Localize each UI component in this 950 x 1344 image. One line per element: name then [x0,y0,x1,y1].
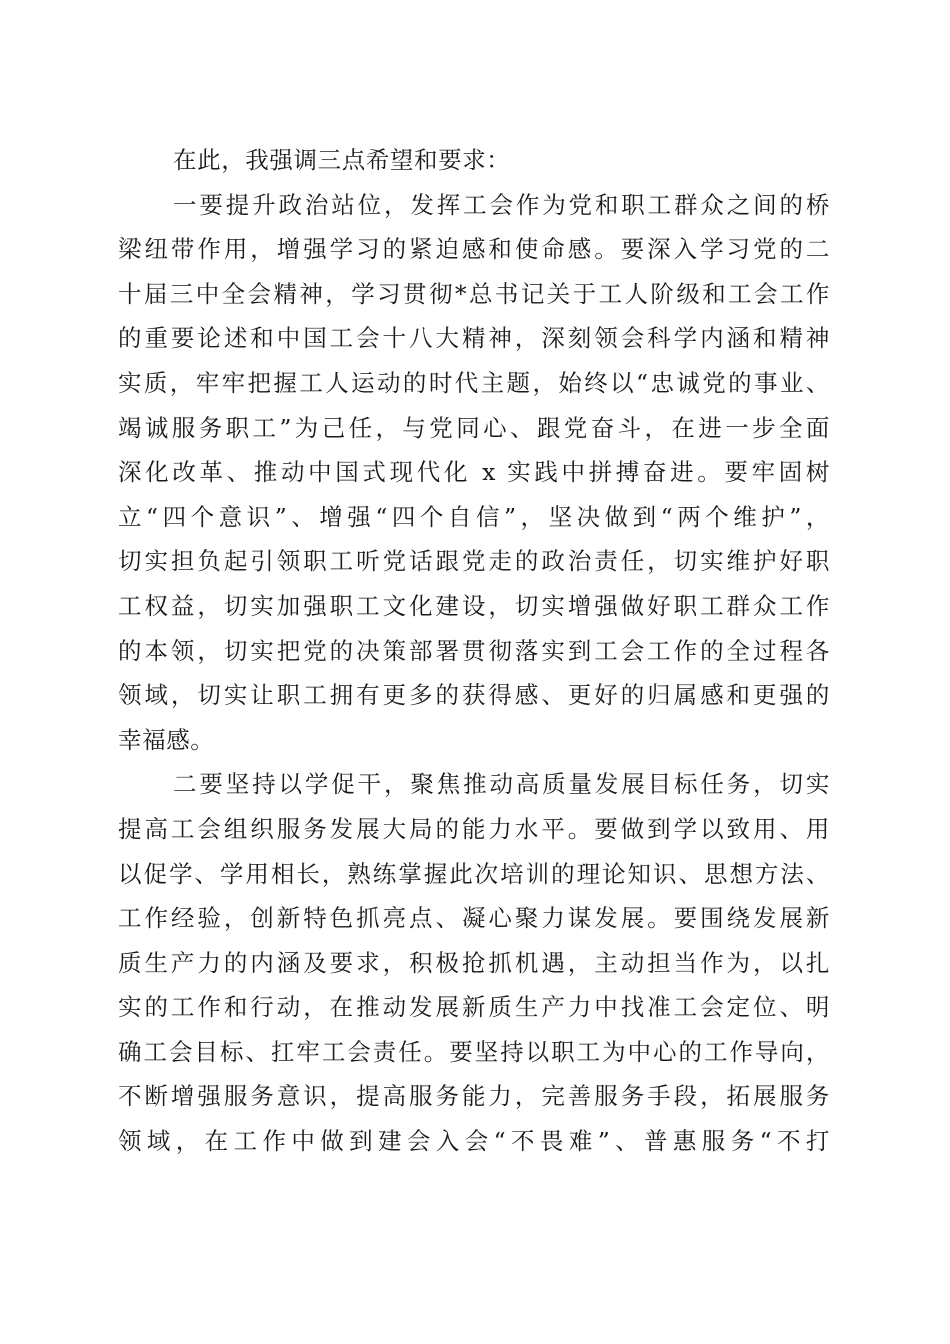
paragraph-2 [118,762,830,1163]
paragraph-line: 竭诚服务职工”为己任，与党同心、跟党奋斗，在进一步全面 [118,413,830,442]
paragraph-line: 工作经验，创新特色抓亮点、凝心聚力谋发展。要围绕发展新 [118,904,830,933]
paragraph-line: 十届三中全会精神，学习贯彻*总书记关于工人阶级和工会工作 [118,279,830,308]
paragraph-line: 以促学、学用相长，熟练掌握此次培训的理论知识、思想方法、 [118,859,830,888]
paragraph-line: 质生产力的内涵及要求，积极抢抓机遇，主动担当作为，以扎 [118,948,830,977]
paragraph-line: 深化改革、推动中国式现代化 x 实践中拼搏奋进。要牢固树 [118,458,830,487]
paragraph-line: 实的工作和行动，在推动发展新质生产力中找准工会定位、明 [118,993,830,1022]
paragraph-line: 提高工会组织服务发展大局的能力水平。要做到学以致用、用 [118,814,830,843]
paragraph-line: 幸福感。 [118,725,215,754]
paragraph-line: 的重要论述和中国工会十八大精神，深刻领会科学内涵和精神 [118,324,830,353]
paragraph-1 [118,183,830,763]
paragraph-line: 的本领，切实把党的决策部署贯彻落实到工会工作的全过程各 [118,636,830,665]
paragraph-line: 立“四个意识”、增强“四个自信”，坚决做到“两个维护”， [118,502,830,531]
paragraph-line: 二要坚持以学促干，聚焦推动高质量发展目标任务，切实 [173,770,830,799]
body-text [118,138,830,1164]
paragraph-line: 确工会目标、扛牢工会责任。要坚持以职工为中心的工作导向， [118,1037,830,1066]
paragraph-line: 一要提升政治站位，发挥工会作为党和职工群众之间的桥 [173,190,830,219]
paragraph-line: 实质，牢牢把握工人运动的时代主题，始终以“忠诚党的事业、 [118,368,830,397]
paragraph-line: 切实担负起引领职工听党话跟党走的政治责任，切实维护好职 [118,547,830,576]
paragraph-line: 领域，在工作中做到建会入会“不畏难”、普惠服务“不打 [118,1127,830,1156]
paragraph-line: 领域，切实让职工拥有更多的获得感、更好的归属感和更强的 [118,681,830,710]
paragraph-line: 工权益，切实加强职工文化建设，切实增强做好职工群众工作 [118,591,830,620]
paragraph-line: 梁纽带作用，增强学习的紧迫感和使命感。要深入学习党的二 [118,235,830,264]
paragraph-line: 不断增强服务意识，提高服务能力，完善服务手段，拓展服务 [118,1082,830,1111]
intro-line: 在此，我强调三点希望和要求： [173,146,511,174]
